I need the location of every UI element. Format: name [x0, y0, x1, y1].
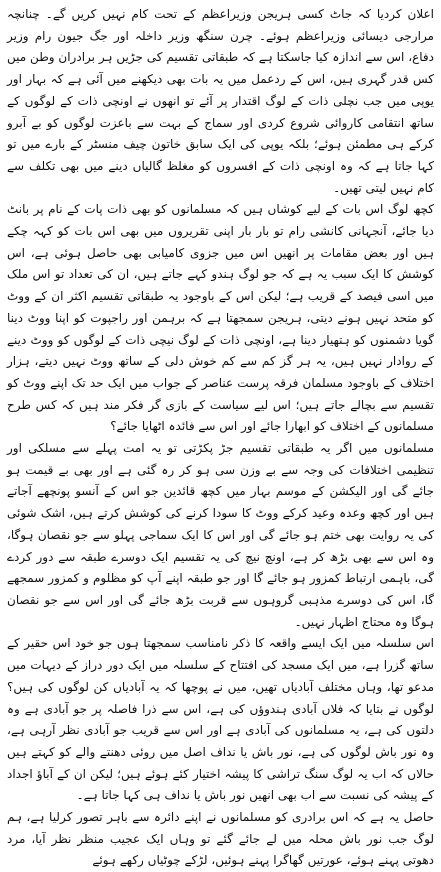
paragraph-1: اعلان کردیا کہ جاٹ کسی ہریجن وزیراعظم کے تحت کام نہیں کریں گے۔ چنانچہ مرارجی دیسائی وزیراعظم ہوئے۔ چرن سنگھ وزیر داخلہ اور جگ جیون رام وزیر دفاع، اس سے اندازہ کیا جاسکتا ہے کہ طبقاتی تقسیم کی جڑیں ہر برادران وطن میں کس قدر گہری ہیں، اس کے ردعمل میں یہ بات بھی دیکھنے میں آئی ہے کہ بہار اور یوپی میں جب نچلی ذات کے لوگ اقتدار پر آئے تو انھوں نے اونچی ذات کے لوگوں کے ساتھ انتقامی کاروائی شروع کردی اور سماج کے بہت سے باعزت لوگوں کو بے آبرو کرکے ہی مطمئن ہوئے؛ بلکہ یوپی کی ایک سابق خاتون چیف منسٹر کے بارے میں تو کہا جاتا ہے کہ وہ اونچی ذات کے افسروں کو مغلظ گالیاں دینے میں بھی تکلف سے کام نہیں لیتی تھیں۔ — [7, 7, 434, 195]
paragraph-3: مسلمانوں میں اگر یہ طبقاتی تقسیم جڑ پکڑتی تو یہ امت پہلے سے مسلکی اور تنظیمی اختلافات کی وجہ سے بے وزن سی ہو کر رہ گئی ہے اور بھی بے قیمت ہو جائے گی اور الیکشن کے موسم بہار میں کچھ قائدین جو اس کے آنسو پونچھے آجاتے ہیں اور کچھ وعدہ وعید کرکے ووٹ کا سودا کرنے کی کوشش کرتے ہیں، اشک شوئی کی یہ روایت بھی ختم ہو جائے گی اور اس کا ایک سماجی پہلو سے جو نقصان ہوگا، وہ اس سے بھی بڑھ کر ہے، اونچ نیچ کی یہ تقسیم ایک دوسرے طبقہ سے دور کردے گی، باہمی ارتباط کمزور ہو جائے گا اور جو طبقہ اپنے آپ کو مظلوم و کمزور سمجھے گا، اس کی دوسرے مذہبی گروہوں سے قربت بڑھ جائے گی اور اس سے جو نقصان ہوگا وہ محتاج اظہار نہیں۔ — [7, 441, 434, 629]
paragraph-5: حاصل یہ ہے کہ اس برادری کو مسلمانوں نے اپنے دائرہ سے باہر تصور کرلیا ہے، ہم لوگ جب نور باش محلہ میں لے جائے گئے تو وہاں ایک عجیب منظر نظر آیا، مرد دھوتی پہنے ہوئے، عورتیں گھاگرا پہنے ہوئیں، لڑکے چوٹیاں رکھے ہوئے — [7, 810, 434, 868]
paragraph-4: اس سلسلہ میں ایک ایسے واقعہ کا ذکر نامناسب سمجھتا ہوں جو خود اس حقیر کے ساتھ گزرا ہے، میں ایک مسجد کی افتتاح کے سلسلہ میں ایک دور دراز کے دیہات میں مدعو تھا، وہاں مختلف آبادیاں تھیں، میں نے پوچھا کہ یہ آبادیاں کن لوگوں کی ہیں؟ لوگوں نے بتایا کہ فلاں آبادی ہندوؤں کی ہے، اس سے ذرا فاصلہ پر جو آبادی ہے وہ دلتوں کی ہے، یہ مسلمانوں کی آبادی ہے اور اس سے قریب جو آبادی نظر آرہی ہے، وہ نور باش لوگوں کی ہے، نور باش یا نداف اصل میں روئی دھنتے والے کو کہتے ہیں حالاں کہ اب یہ لوگ سنگ تراشی کا پیشہ اختیار کئے ہوئے ہیں؛ لیکن ان کے آباؤ اجداد کے پیشہ کی نسبت سے اب بھی انھیں نور باش یا نداف ہی کہا جاتا ہے۔ — [7, 636, 434, 803]
paragraph-2: کچھ لوگ اس بات کے لیے کوشاں ہیں کہ مسلمانوں کو بھی ذات پات کے نام پر بانٹ دیا جائے، آنجہانی کانشی رام تو بار بار اپنی تقریروں میں بھی اس بات کو کہہ چکے ہیں اور بعض مقامات پر انھیں اس میں جزوی کامیابی بھی حاصل ہوئی ہے، اس کوشش کا ایک سبب یہ ہے کہ جو لوگ ہندو کہے جاتے ہیں، ان کی تعداد تو اس ملک میں اسی فیصد کے قریب ہے؛ لیکن اس کے باوجود یہ طبقاتی تقسیم اکثر ان کے ووٹ کو متحد نہیں ہونے دیتی، ہریجن سمجھتا ہے کہ برہمن اور راجپوت کو اپنا ووٹ دینا گویا دشمنوں کو ہتھیار دینا ہے، اونچی ذات کے لوگ نیچی ذات کے لوگوں کو ووٹ دینے کے روادار نہیں ہیں، یہ ہر گز کم سے کم خوش دلی کے ساتھ ووٹ نہیں دیتے، ہزار اختلاف کے باوجود مسلمان فرقہ پرست عناصر کے جواب میں ایک حد تک اپنے ووٹ کو تقسیم سے بچالے جاتے ہیں؛ اس لیے سیاست کے بازی گر فکر مند ہیں کہ کس طرح مسلمانوں کے اختلاف کو ابھارا جائے اور اس سے فائدہ اٹھایا جائے؟ — [7, 202, 434, 434]
